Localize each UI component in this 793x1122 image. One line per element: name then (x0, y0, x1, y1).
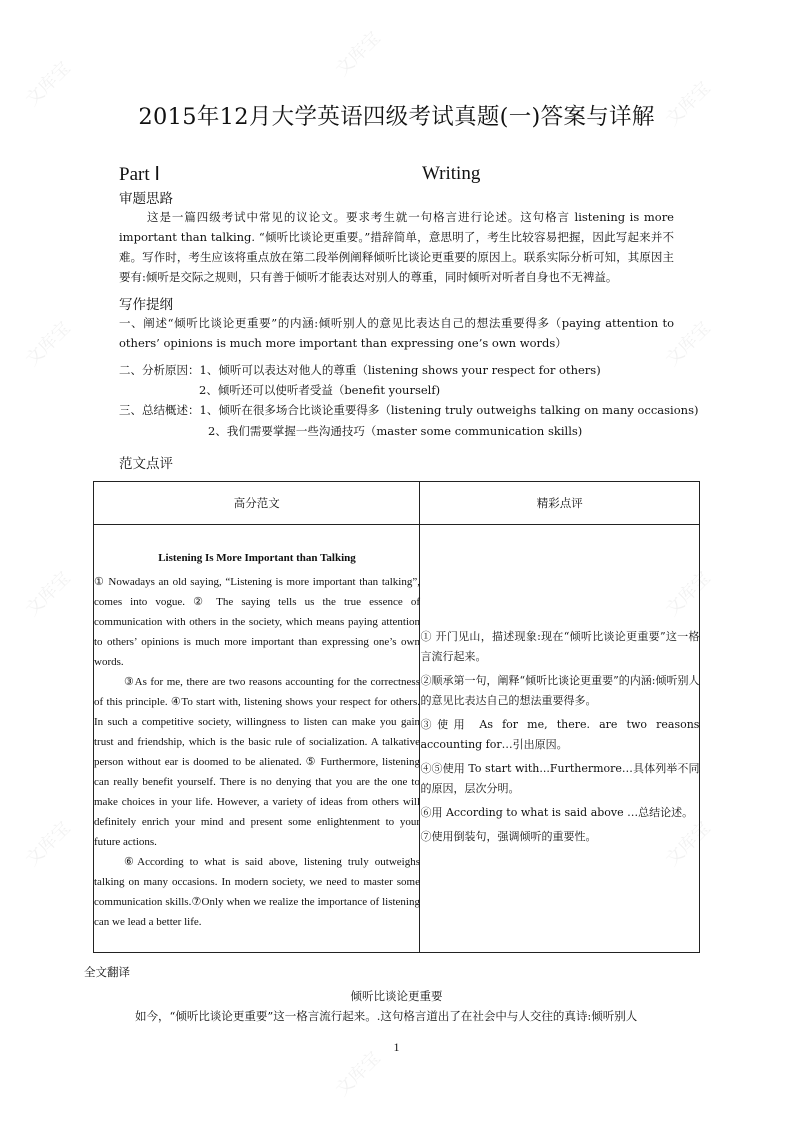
translation-heading: 全文翻译 (84, 965, 130, 979)
translation-first-line: 如今，“倾听比谈论更重要”这一格言流行起来。.这句格言道出了在社会中与人交往的真诗:倾听别人 (135, 1009, 638, 1023)
essay-title: Listening Is More Important than Talking (158, 552, 356, 564)
outline-line-2: 二、分析原因：1、倾听可以表达对他人的尊重（listening shows your respect for others) (119, 363, 601, 377)
watermark: 文库宝 (661, 567, 715, 621)
comment-item: ③使用 As for me, there. are two reasons accounting for…引出原因。 (420, 718, 700, 751)
analysis-paragraph: 这是一篇四级考试中常见的议论文。要求考生就一句格言进行论述。这句格言 listening is more important than talking. “倾听比谈论更重要。”措辞简单，意思明了，考生比较容易把握，因此写起来并不难。写作时，考生应该将重点放在第二段举例阐释倾听比谈论更重要的原因上。联系实际分析可知，其原因主要有:倾听是交际之规则，只有善于倾听才能表达对别人的尊重，同时倾听对听者自身也不无裨益。 (119, 210, 674, 284)
comment-item: ④⑤使用 To start with...Furthermore…具体列举不同的原因，层次分明。 (420, 762, 700, 795)
part-label: Part Ⅰ (119, 164, 160, 185)
outline-line-4: 三、总结概述：1、倾听在很多场合比谈论重要得多（listening truly outweighs talking on many occasions) (119, 403, 699, 417)
watermark: 文库宝 (21, 317, 75, 371)
comment-item: ⑥用 According to what is said above …总结论述。 (420, 806, 694, 819)
comment-list (420, 627, 699, 851)
document-title: 2015年12月大学英语四级考试真题(一)答案与详解 (138, 104, 655, 130)
page-number: 1 (393, 1040, 400, 1054)
outline-heading: 写作提纲 (119, 297, 173, 313)
watermark: 文库宝 (331, 1047, 385, 1101)
comment-column-header: 精彩点评 (420, 482, 700, 525)
watermark: 文库宝 (21, 567, 75, 621)
translation-title: 倾听比谈论更重要 (350, 989, 443, 1003)
comment-item: ②顺承第一句，阐释“倾听比谈论更重要”的内涵:倾听别人的意见比表达自己的想法重要得多。 (420, 674, 700, 707)
essay-paragraph: ① Nowadays an old saying, “Listening is more important than talking”, comes into vogue. ② The saying tells us the true essence of communication with others in the society, which means paying attention to others’ opinions is much more important than expressing one’s own words. (94, 576, 420, 668)
analysis-heading: 审题思路 (119, 191, 173, 207)
comment-item: ⑦使用倒装句，强调倾听的重要性。 (420, 830, 597, 843)
watermark: 文库宝 (661, 817, 715, 871)
essay-cell (94, 525, 420, 953)
essay-table (93, 481, 700, 953)
comment-cell (420, 525, 700, 953)
essay-paragraph: ③As for me, there are two reasons accounting for the correctness of this principle. ④To start with, listening shows your respect for others. In such a competitive society, willingness to listen can make you gain trust and friendship, which is the basic rule of socialization. A talkative person without ear is doomed to be alienated. ⑤ Furthermore, listening can really benefit yourself. There is no denying that you are the one to make choices in your life. However, a variety of ideas from others will definitely enrich your mind and present some enlightenment to your future actions. (94, 676, 420, 848)
watermark: 文库宝 (661, 77, 715, 131)
watermark: 文库宝 (331, 27, 385, 81)
comment-item: ① 开门见山，描述现象:现在“倾听比谈论更重要”这一格言流行起来。 (420, 630, 700, 663)
essay-paragraph: ⑥According to what is said above, listening truly outweighs talking on many occasions. In modern society, we need to master some communication skills.⑦Only when we realize the importance of listening can we lead a better life. (94, 856, 420, 928)
sample-heading: 范文点评 (119, 456, 173, 472)
outline-line-5: 2、我们需要掌握一些沟通技巧（master some communication skills) (208, 424, 583, 438)
watermark: 文库宝 (21, 57, 75, 111)
outline-line-3: 2、倾听还可以使听者受益（benefit yourself) (199, 383, 441, 397)
watermark: 文库宝 (21, 817, 75, 871)
part-name: Writing (422, 163, 481, 184)
essay-body (94, 572, 420, 932)
outline-line-1: 一、阐述“倾听比谈论更重要”的内涵:倾听别人的意见比表达自己的想法重要得多（paying attention to others’ opinions is much more important than expressing one’s own words） (119, 316, 674, 350)
essay-column-header: 高分范文 (94, 482, 420, 525)
watermark: 文库宝 (661, 317, 715, 371)
